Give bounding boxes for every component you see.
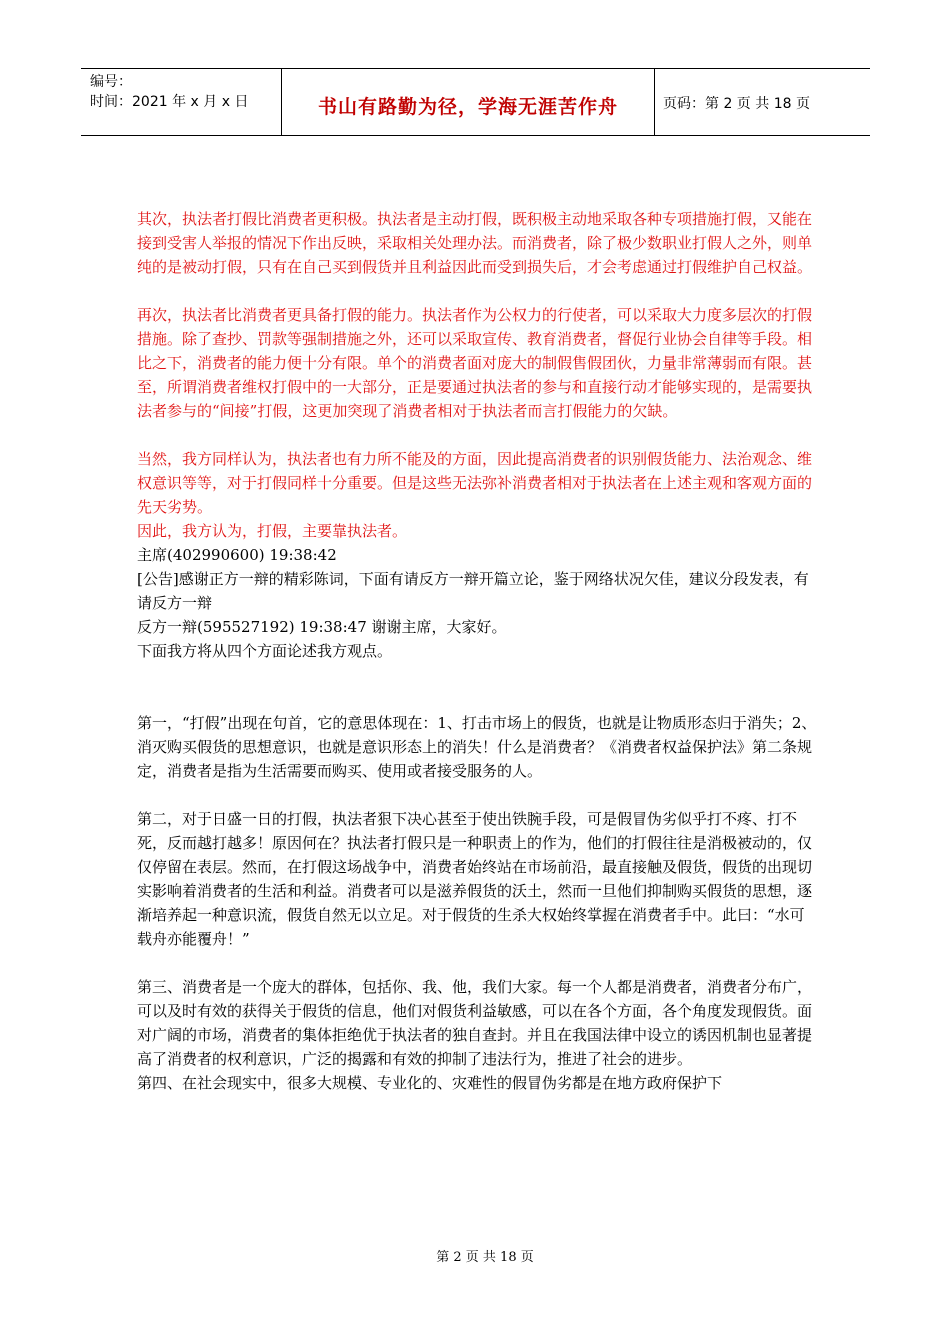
document-body: [137, 207, 817, 1095]
doc-time-label: 时间：2021 年 x 月 x 日: [90, 94, 249, 110]
paragraph-point-4: 第四、在社会现实中，很多大规模、专业化的、灾难性的假冒伪劣都是在地方政府保护下: [137, 1074, 723, 1092]
header-motto: 书山有路勤为径，学海无涯苦作舟: [282, 69, 655, 135]
paragraph-point-2: 第二，对于日盛一日的打假，执法者狠下决心甚至于使出铁腕手段，可是假冒伪劣似乎打不疼、打不死，反而越打越多！原因何在？执法者打假只是一种职责上的作为，他们的打假往往是消极被动的，仅仅停留在表层。然而，在打假这场战争中，消费者始终站在市场前沿，最直接触及假货，假货的出现切实影响着消费者的生活和利益。消费者可以是滋养假货的沃土，然而一旦他们抑制购买假货的思想，逐渐培养起一种意识流，假货自然无以立足。对于假货的生杀大权始终掌握在消费者手中。此曰：“水可载舟亦能覆舟！”: [137, 810, 813, 948]
paragraph-point-3: 第三、消费者是一个庞大的群体，包括你、我、他，我们大家。每一个人都是消费者，消费者分布广，可以及时有效的获得关于假货的信息，他们对假货利益敏感，可以在各个方面，各个角度发现假货。面对广阔的市场，消费者的集体拒绝优于执法者的独自查封。并且在我国法律中设立的诱因机制也显著提高了消费者的权利意识，广泛的揭露和有效的抑制了违法行为，推进了社会的进步。: [137, 978, 813, 1068]
paragraph-intro: 下面我方将从四个方面论述我方观点。: [137, 642, 393, 660]
chat-line-chair: 主席(402990600) 19:38:42: [137, 546, 337, 564]
chat-line-debater: 反方一辩(595527192) 19:38:47 谢谢主席，大家好。: [137, 618, 507, 636]
paragraph-1: 其次，执法者打假比消费者更积极。执法者是主动打假，既积极主动地采取各种专项措施打假，又能在接到受害人举报的情况下作出反映，采取相关处理办法。而消费者，除了极少数职业打假人之外，则单纯的是被动打假，只有在自己买到假货并且利益因此而受到损失后，才会考虑通过打假维护自己权益。: [137, 210, 813, 276]
header-meta: [81, 69, 282, 135]
chat-announcement: [公告]感谢正方一辩的精彩陈词，下面有请反方一辩开篇立论，鉴于网络状况欠佳，建议分段发表，有请反方一辩: [137, 570, 809, 612]
paragraph-2: 再次，执法者比消费者更具备打假的能力。执法者作为公权力的行使者，可以采取大力度多层次的打假措施。除了查抄、罚款等强制措施之外，还可以采取宣传、教育消费者，督促行业协会自律等手段。相比之下，消费者的能力便十分有限。单个的消费者面对庞大的制假售假团伙，力量非常薄弱而有限。甚至，所谓消费者维权打假中的一大部分，正是要通过执法者的参与和直接行动才能够实现的，是需要执法者参与的“间接”打假，这更加突现了消费者相对于执法者而言打假能力的欠缺。: [137, 306, 813, 420]
doc-number-label: 编号：: [90, 74, 132, 90]
header-page-number: 页码：第 2 页 共 18 页: [663, 96, 810, 112]
paragraph-point-1: 第一，“打假”出现在句首，它的意思体现在：1、打击市场上的假货，也就是让物质形态归于消失；2、消灭购买假货的思想意识，也就是意识形态上的消失！什么是消费者？《消费者权益保护法》第二条规定，消费者是指为生活需要而购买、使用或者接受服务的人。: [137, 714, 817, 780]
page-footer: 第 2 页 共 18 页: [436, 1250, 534, 1265]
paragraph-3: 当然，我方同样认为，执法者也有力所不能及的方面，因此提高消费者的识别假货能力、法治观念、维权意识等等，对于打假同样十分重要。但是这些无法弥补消费者相对于执法者在上述主观和客观方面的先天劣势。: [137, 450, 813, 516]
page-header: [81, 68, 870, 136]
paragraph-4: 因此，我方认为，打假，主要靠执法者。: [137, 522, 408, 540]
